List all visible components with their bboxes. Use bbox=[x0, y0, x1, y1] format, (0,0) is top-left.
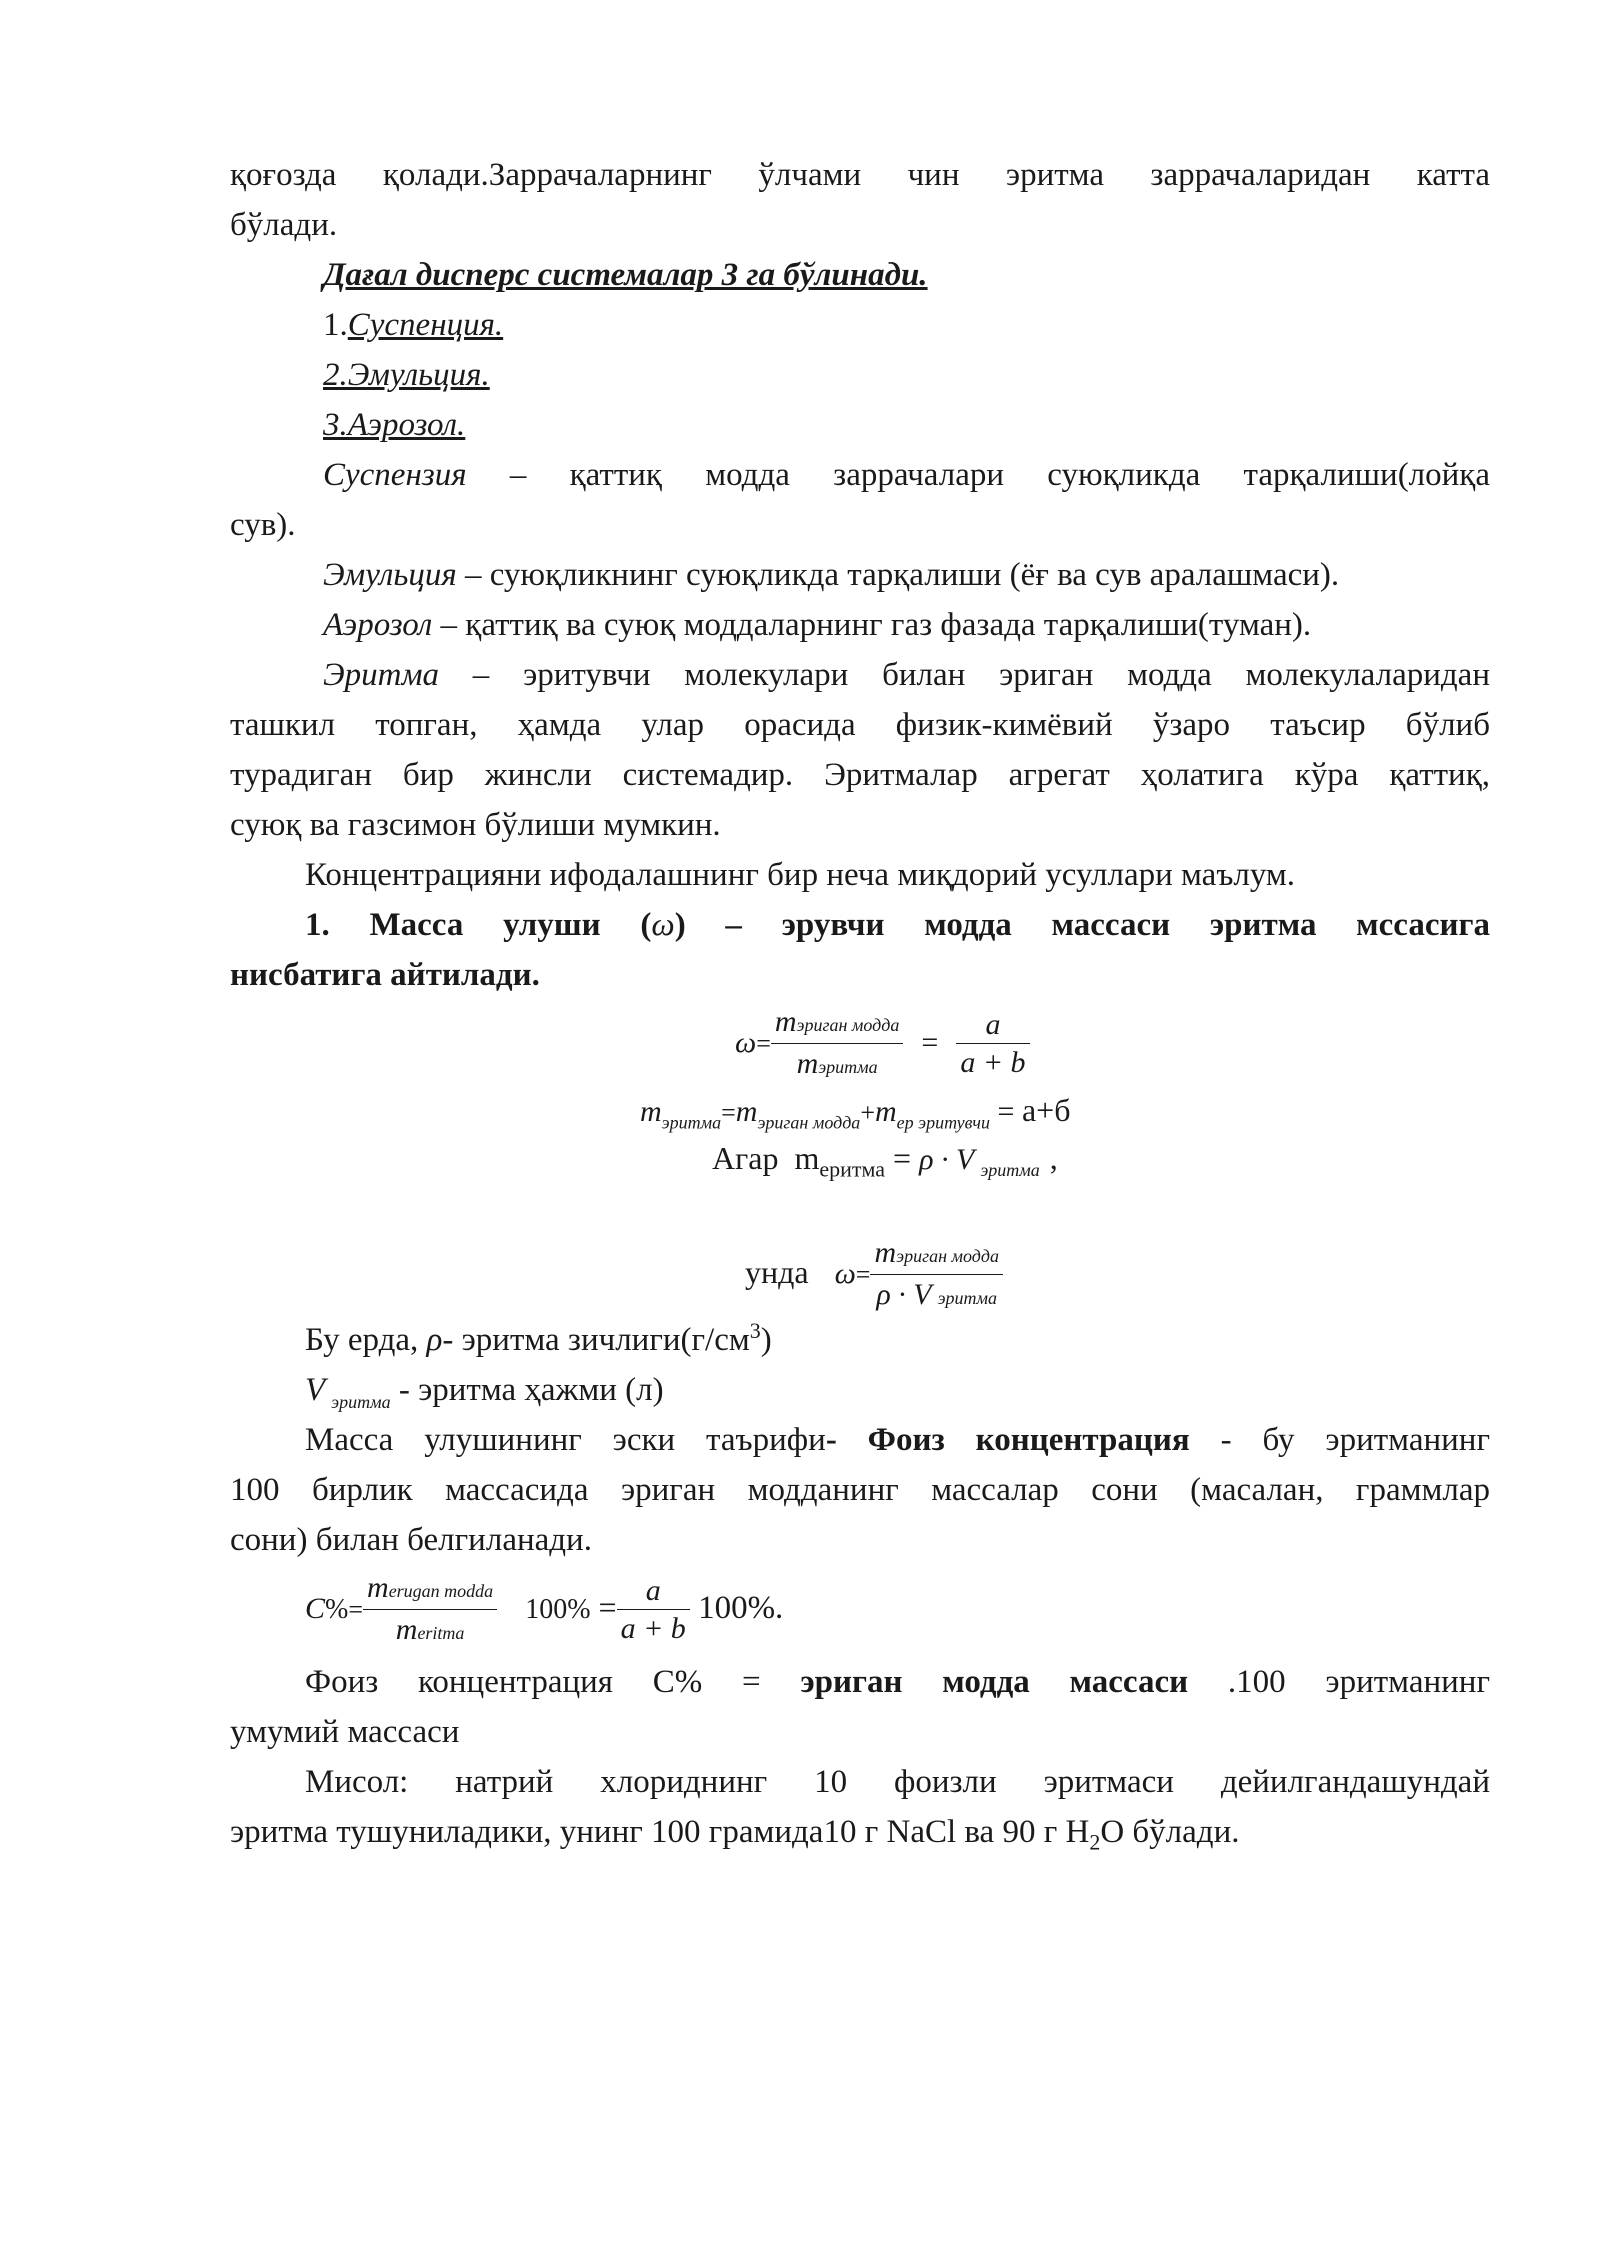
paragraph-line: Концентрацияни ифодалашнинг бир неча миқдорий усуллари маълум. bbox=[305, 857, 1296, 893]
mass-symbol: m bbox=[794, 1140, 820, 1176]
subscript: erugan modda bbox=[388, 1580, 494, 1601]
subscript: ер эритувчи bbox=[896, 1112, 991, 1133]
percent-concentration-line bbox=[305, 1657, 1490, 1707]
subscript: 2 bbox=[1089, 1829, 1101, 1855]
bold-term: - Фоиз концентрация bbox=[825, 1422, 1190, 1458]
mass-symbol: m bbox=[640, 1095, 662, 1128]
text: ) bbox=[760, 1322, 772, 1358]
mass-symbol: m bbox=[367, 1570, 389, 1604]
denominator bbox=[870, 1275, 1003, 1317]
subscript: эритма bbox=[980, 1160, 1040, 1181]
paragraph-line: ташкил топган, ҳамда улар орасида физик-кимёвий ўзаро таъсир бўлиб bbox=[230, 707, 1490, 743]
definition-aerosol bbox=[323, 600, 1311, 650]
superscript: 3 bbox=[749, 1318, 761, 1343]
term: Суспензия bbox=[323, 457, 467, 493]
fraction bbox=[363, 1569, 497, 1652]
list-item: 2.Эмульция. bbox=[323, 357, 490, 393]
rho-symbol: ρ bbox=[426, 1322, 443, 1358]
text: Бу ерда, bbox=[305, 1322, 427, 1358]
subscript: эритма bbox=[818, 1056, 878, 1077]
text: - бу эритманинг bbox=[1189, 1422, 1490, 1458]
equals-sign: = bbox=[921, 1026, 939, 1059]
numerator: a bbox=[617, 1573, 690, 1610]
plus-sign: + bbox=[860, 1098, 875, 1127]
text: - эритма ҳажми (л) bbox=[390, 1372, 664, 1408]
omega-symbol: ω bbox=[735, 1026, 757, 1059]
equals-sign: = bbox=[721, 1098, 736, 1127]
mass-symbol: m bbox=[874, 1095, 897, 1128]
numerator bbox=[870, 1234, 1003, 1275]
definition-text: – эритувчи молекулари билан эриган модда молекулаларидан bbox=[439, 657, 1490, 693]
omega-symbol: ω bbox=[651, 907, 675, 943]
formula-if-mass bbox=[712, 1133, 1058, 1183]
subscript: эритма bbox=[331, 1391, 391, 1412]
v-symbol: V bbox=[305, 1372, 326, 1408]
number: 100 bbox=[525, 1594, 568, 1625]
example-line bbox=[230, 1807, 1490, 1857]
paragraph-line: нисбатига айтилади. bbox=[230, 957, 540, 993]
paragraph-line: суюқ ва газсимон бўлиши мумкин. bbox=[230, 807, 721, 843]
text: O бўлади. bbox=[1100, 1814, 1240, 1850]
rho-v-symbol: ρ · V bbox=[919, 1143, 975, 1176]
paragraph-line: сони) билан белгиланади. bbox=[230, 1522, 592, 1558]
definition-text: – қаттиқ модда заррачалари суюқликда тарқалиши(лойқа bbox=[466, 457, 1490, 493]
mass-symbol: m bbox=[735, 1095, 758, 1128]
then-word: унда bbox=[745, 1254, 809, 1290]
equals-sign: = bbox=[885, 1140, 920, 1176]
denominator bbox=[363, 1610, 497, 1652]
equals-sign: = bbox=[855, 1260, 871, 1289]
fraction bbox=[870, 1234, 1003, 1317]
paragraph-line: 100 бирлик массасида эриган модданинг массалар сони (масалан, граммлар bbox=[230, 1472, 1490, 1508]
subscript: эриган модда bbox=[896, 1245, 999, 1266]
mass-symbol: m bbox=[395, 1612, 418, 1646]
list-item: 3.Аэрозол. bbox=[323, 407, 466, 443]
result-text: а+б bbox=[1021, 1092, 1071, 1128]
mass-symbol: m bbox=[874, 1235, 897, 1269]
definition-suspension bbox=[323, 450, 1490, 500]
subscript: эриган модда bbox=[796, 1014, 900, 1035]
numerator: a bbox=[956, 1007, 1029, 1044]
equals-sign: = bbox=[756, 1029, 771, 1058]
list-item bbox=[323, 300, 503, 350]
formula-then-omega bbox=[745, 1230, 1003, 1314]
equals-sign: = bbox=[348, 1595, 364, 1624]
term: Эритма bbox=[323, 657, 439, 693]
subscript: еритма bbox=[819, 1156, 886, 1182]
old-definition-line bbox=[305, 1415, 1490, 1465]
mass-fraction-heading bbox=[305, 900, 1490, 950]
volume-line bbox=[305, 1365, 664, 1415]
denominator: a + b bbox=[960, 1045, 1026, 1079]
paragraph-line: умумий массаси bbox=[230, 1714, 460, 1750]
subscript: эритма bbox=[661, 1112, 722, 1133]
omega-symbol: ω bbox=[834, 1257, 856, 1290]
mass-symbol: m bbox=[774, 1004, 797, 1038]
rho-v-symbol: ρ · V bbox=[876, 1277, 932, 1311]
term: Аэрозол bbox=[323, 607, 433, 643]
equals-sign: = bbox=[990, 1095, 1022, 1128]
percent-sign: % bbox=[567, 1594, 591, 1625]
equals-sign: = bbox=[590, 1589, 617, 1625]
paragraph-line: турадиган бир жинсли системадир. Эритмалар агрегат ҳолатига кўра қаттиқ, bbox=[230, 757, 1490, 793]
text: эритма тушуниладики, унинг 100 грамида10 г NaCl ва 90 г H bbox=[230, 1814, 1090, 1850]
subscript: eritma bbox=[417, 1622, 465, 1643]
list-number: 1. bbox=[305, 907, 330, 943]
text: Фоиз концентрация С% = bbox=[305, 1664, 801, 1700]
text: Масса улушининг эски таърифи bbox=[305, 1422, 826, 1458]
text: .100 эритманинг bbox=[1188, 1664, 1490, 1700]
paragraph-line: бўлади. bbox=[230, 207, 338, 243]
formula-solution-mass bbox=[640, 1085, 1070, 1135]
fraction bbox=[617, 1573, 690, 1648]
c-symbol: C bbox=[305, 1592, 326, 1625]
paragraph-line: сув). bbox=[230, 507, 296, 543]
definition-solution bbox=[323, 650, 1490, 700]
example-line: Мисол: натрий хлориднинг 10 фоизли эритмаси дейилгандашундай bbox=[305, 1764, 1490, 1800]
list-number: 1. bbox=[323, 307, 348, 343]
paragraph-line: қоғозда қолади.Заррачаларнинг ўлчами чин эритма заррачаларидан катта bbox=[230, 157, 1490, 193]
list-text: Суспенция. bbox=[347, 307, 504, 343]
heading-text: Масса улуши ( bbox=[369, 907, 652, 943]
text: 100%. bbox=[689, 1590, 784, 1626]
definition-text: – қаттиқ ва суюқ моддаларнинг газ фазада тарқалиши(туман). bbox=[432, 607, 1312, 643]
fraction bbox=[956, 1007, 1029, 1082]
percent-sign: % bbox=[325, 1594, 349, 1625]
fraction bbox=[771, 1003, 904, 1086]
comma: , bbox=[1049, 1140, 1058, 1176]
if-word: Агар bbox=[712, 1140, 779, 1176]
definition-text: – суюқликнинг суюқликда тарқалиши (ёғ ва сув аралашмаси). bbox=[456, 557, 1340, 593]
formula-mass-fraction bbox=[735, 1000, 1030, 1084]
definition-emulsion bbox=[323, 550, 1339, 600]
numerator bbox=[363, 1569, 497, 1610]
term: Эмульция bbox=[323, 557, 457, 593]
numerator bbox=[771, 1003, 904, 1044]
density-line bbox=[305, 1315, 772, 1365]
section-heading: Дағал дисперс системалар 3 га бўлинади. bbox=[323, 257, 928, 293]
text: - эритма зичлиги(г/см bbox=[442, 1322, 750, 1358]
denominator bbox=[771, 1044, 904, 1086]
bold-term: эриган модда массаси bbox=[800, 1664, 1189, 1700]
heading-text: ) – эрувчи модда массаси эритма мссасига bbox=[674, 907, 1491, 943]
subscript: эриган модда bbox=[757, 1112, 861, 1133]
mass-symbol: m bbox=[796, 1046, 819, 1080]
formula-percent-concentration bbox=[305, 1565, 783, 1649]
subscript: эритма bbox=[937, 1287, 998, 1308]
denominator: a + b bbox=[620, 1611, 686, 1645]
